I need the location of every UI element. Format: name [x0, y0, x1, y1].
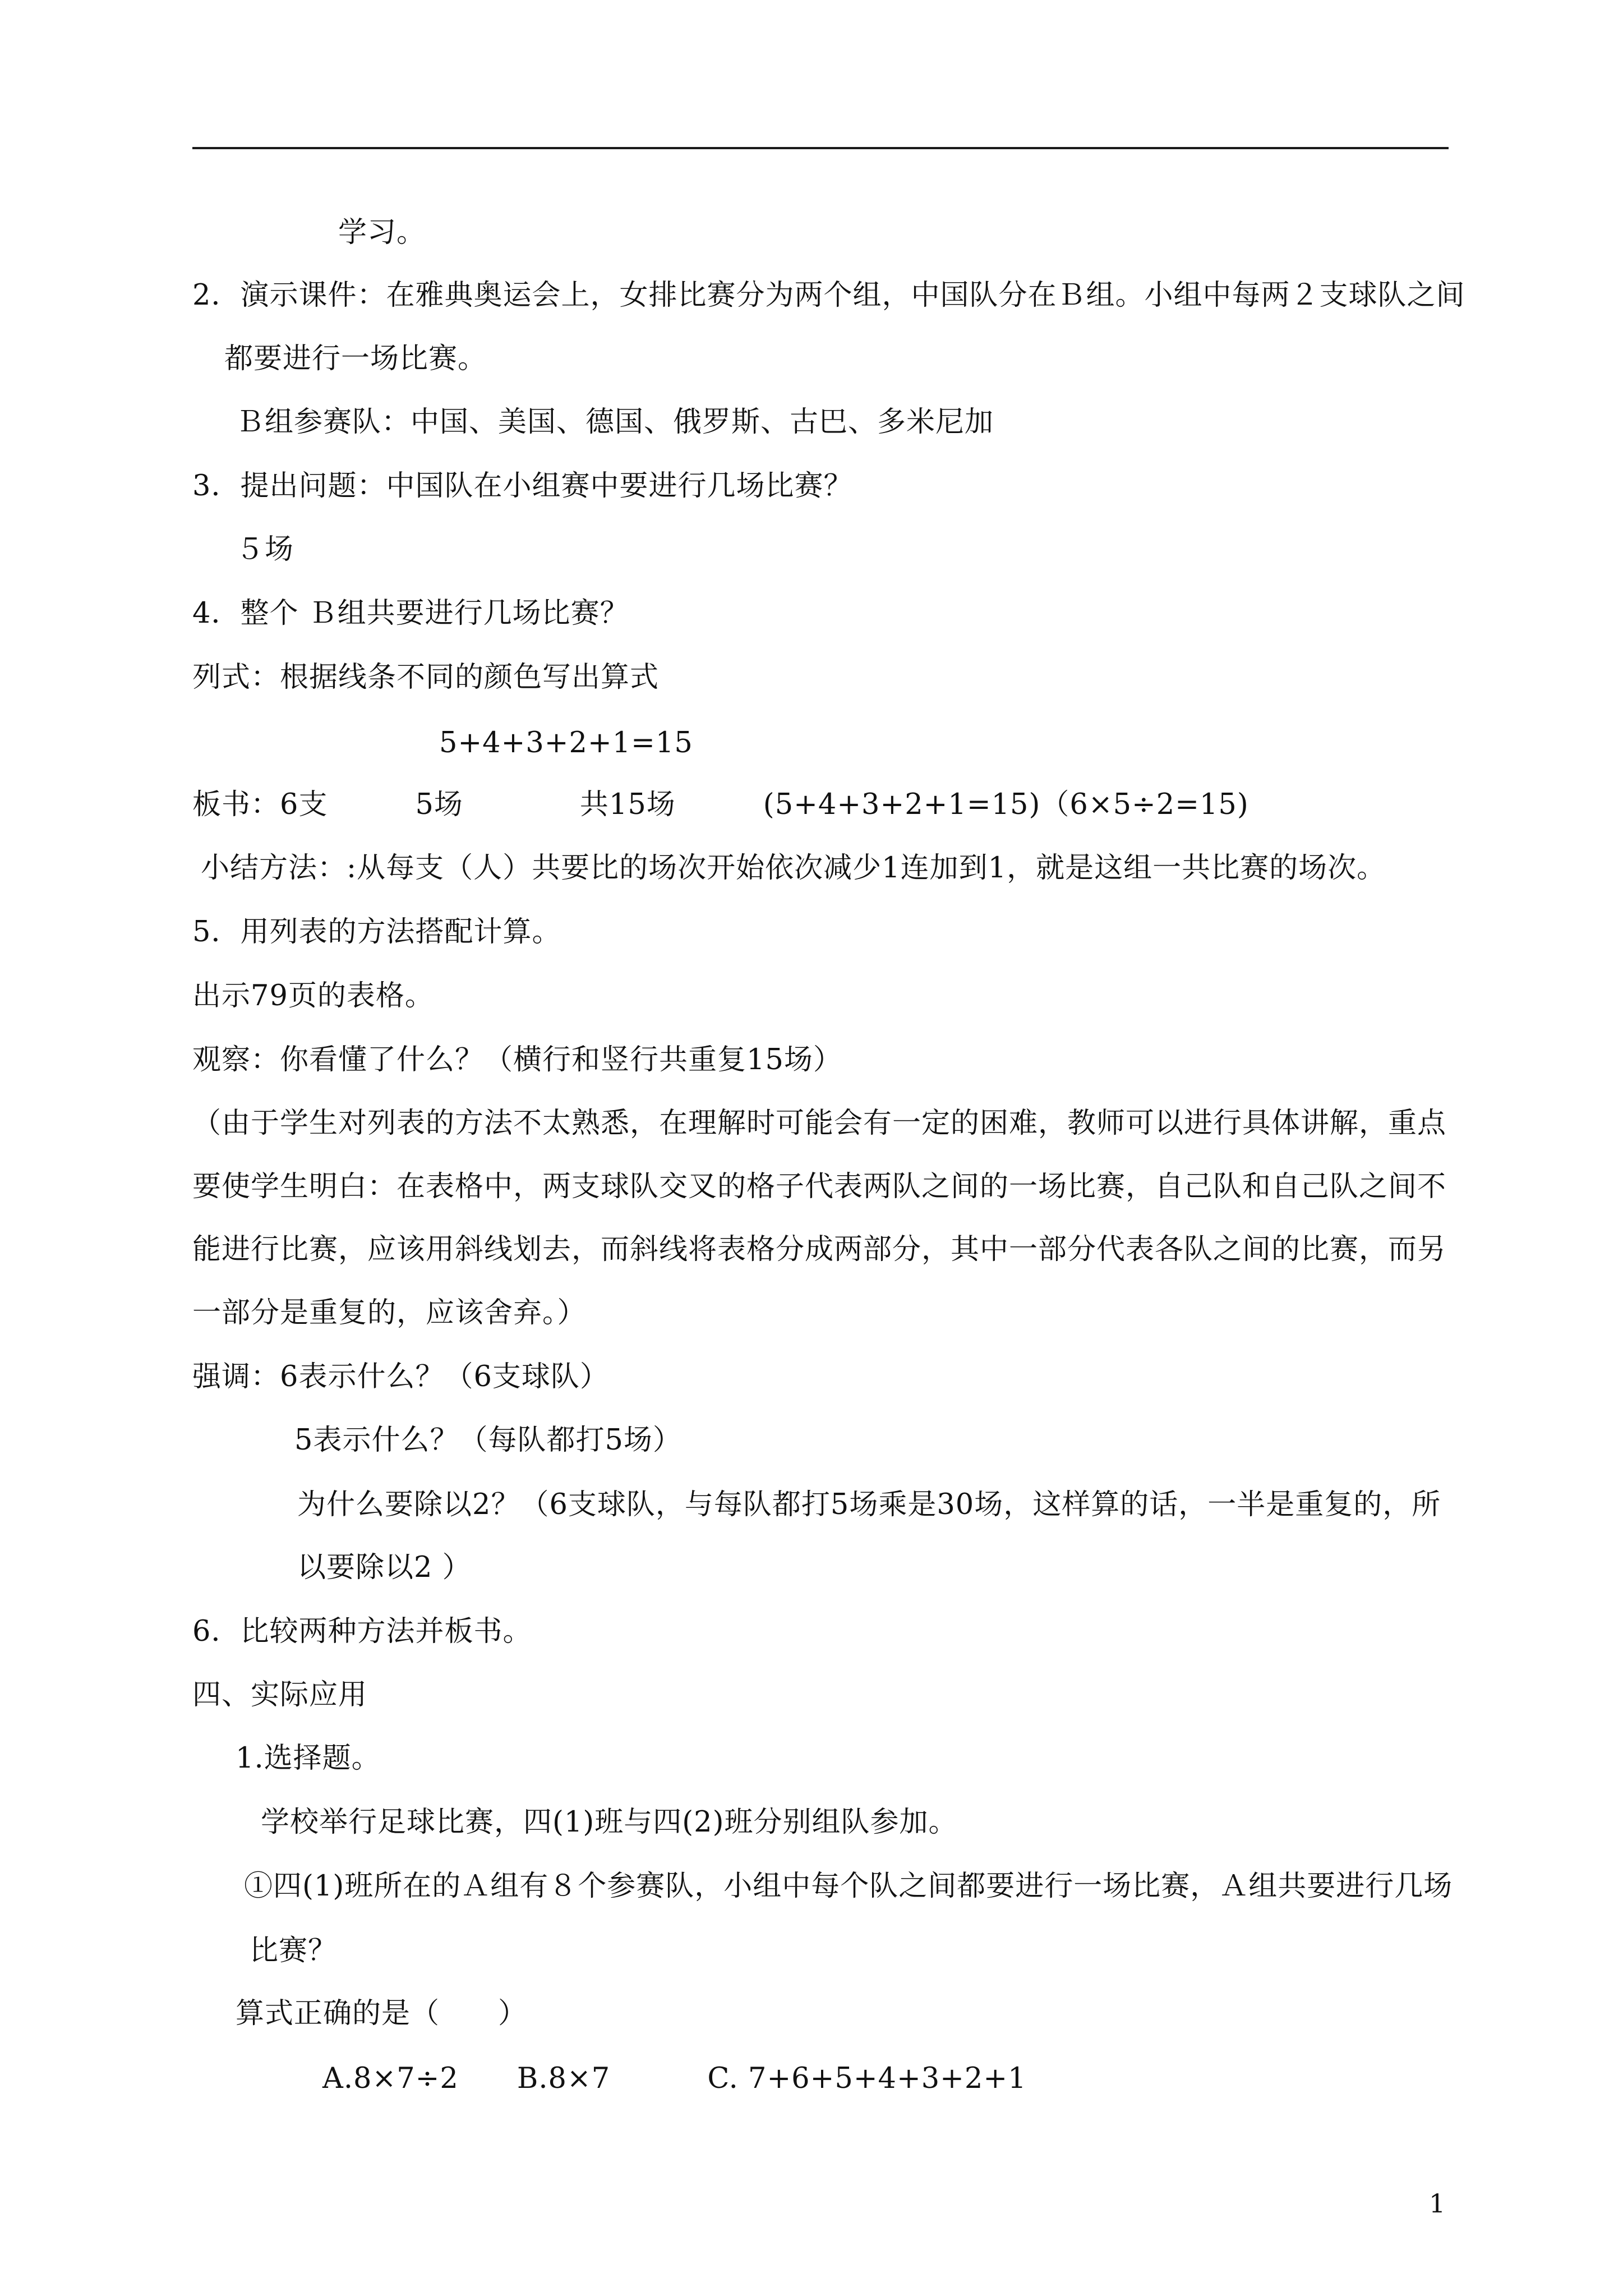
text-line: 5+4+3+2+1=15	[439, 726, 693, 760]
text-line: （由于学生对列表的方法不太熟悉，在理解时可能会有一定的困难，教师可以进行具体讲解，重点	[192, 1107, 1447, 1140]
text-line: 学校举行足球比赛，四(1)班与四(2)班分别组队参加。	[261, 1806, 958, 1839]
header-rule	[192, 147, 1449, 149]
text-line: ５场	[236, 533, 294, 566]
text-line: 小结方法：:从每支（人）共要比的场次开始依次减少1连加到1，就是这组一共比赛的场次。	[201, 852, 1386, 885]
text-line: 学习。	[338, 216, 426, 249]
text-line: 出示79页的表格。	[192, 979, 434, 1013]
text-line: 板书：6支 5场 共15场 (5+4+3+2+1=15)（6×5÷2=15)	[192, 788, 1249, 821]
text-line: 强调：6表示什么？（6支球队）	[192, 1360, 609, 1393]
text-line: 1.选择题。	[236, 1742, 381, 1775]
text-line: 算式正确的是（ ）	[236, 1997, 528, 2030]
text-line: 观察：你看懂了什么？（横行和竖行共重复15场）	[192, 1043, 842, 1076]
text-line: ①四(1)班所在的Ａ组有８个参赛队，小组中每个队之间都要进行一场比赛，Ａ组共要进行几场	[244, 1870, 1453, 1903]
text-line: 5．用列表的方法搭配计算。	[192, 915, 561, 949]
text-line: 为什么要除以2？（6支球队，与每队都打5场乘是30场，这样算的话，一半是重复的，所	[297, 1488, 1441, 1521]
text-line: 四、实际应用	[192, 1678, 368, 1711]
text-line: 比赛？	[250, 1934, 338, 1967]
text-line: 能进行比赛，应该用斜线划去，而斜线将表格分成两部分，其中一部分代表各队之间的比赛，而另	[192, 1233, 1447, 1266]
text-line: 都要进行一场比赛。	[224, 342, 487, 375]
text-line: 一部分是重复的，应该舍弃。）	[192, 1296, 587, 1329]
page-number: 1	[1429, 2188, 1446, 2219]
text-line: 以要除以2 ）	[297, 1551, 472, 1584]
text-line: Ｂ组参赛队：中国、美国、德国、俄罗斯、古巴、多米尼加	[236, 406, 994, 439]
text-line: 2．演示课件：在雅典奥运会上，女排比赛分为两个组，中国队分在Ｂ组。小组中每两２支球队之间	[192, 279, 1465, 312]
text-line: 4．整个 Ｂ组共要进行几场比赛？	[192, 597, 629, 630]
text-line: 列式：根据线条不同的颜色写出算式	[192, 661, 660, 694]
text-line: 5表示什么？（每队都打5场）	[294, 1424, 682, 1457]
text-line: 要使学生明白：在表格中，两支球队交叉的格子代表两队之间的一场比赛，自己队和自己队之间不	[192, 1170, 1447, 1203]
text-line: 3．提出问题：中国队在小组赛中要进行几场比赛？	[192, 470, 853, 503]
text-line: A.8×7÷2 B.8×7 C. 7+6+5+4+3+2+1	[322, 2062, 1027, 2095]
text-line: 6．比较两种方法并板书。	[192, 1615, 532, 1648]
